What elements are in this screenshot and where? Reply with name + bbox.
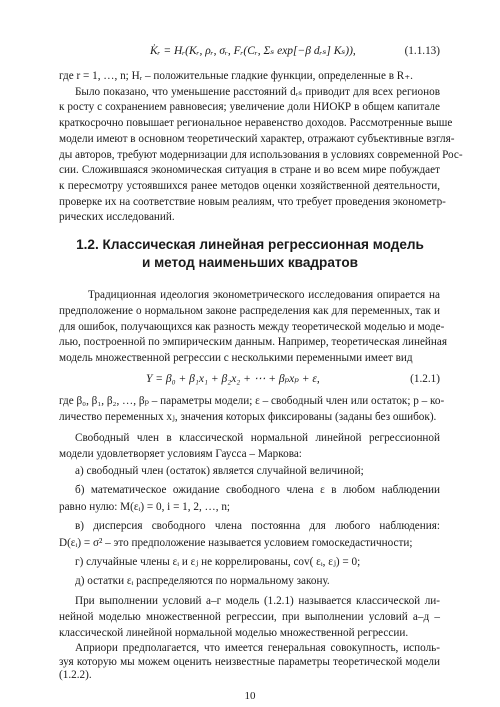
intro-line-9: проверке их на соответствие новым реалиям, что требует проведения эконометр- <box>59 196 446 208</box>
equation-number-1-1-13: (1.1.13) <box>404 45 440 57</box>
para4-line-3: классической линейной нормальной моделью множественной регрессии. <box>59 627 409 639</box>
para1-line-4: лью, построенной по эмпирическим данным. Например, теоретическая линейная <box>59 336 448 348</box>
condition-b-cont: равно нулю: M(εᵢ) = 0, i = 1, 2, …, n; <box>59 501 231 513</box>
section-title-line-2: и метод наименьших квадратов <box>141 255 359 270</box>
para1-line-1: Традиционная идеология эконометрического исследования опирается на <box>88 289 440 301</box>
condition-c-cont: D(εᵢ) = σ² – это предположение называется условием гомоскедастичности; <box>59 537 413 549</box>
intro-line-1: где r = 1, …, n; Hᵣ – положительные гладкие функции, определенные в R₊. <box>59 70 413 82</box>
condition-b: б) математическое ожидание свободного члена ε в любом наблюдении <box>75 484 440 496</box>
para1-line-5: модель множественной регрессии с несколькими переменными имеет вид <box>59 352 413 364</box>
equation-number-1-2-1: (1.2.1) <box>410 373 440 385</box>
condition-d: г) случайные члены εᵢ и εⱼ не коррелированы, cov( εᵢ, εⱼ) = 0; <box>75 556 361 568</box>
para5-line-3: (1.2.2). <box>59 669 92 681</box>
intro-line-5: модели имеют в основном теоретический характер, отражают субъективные взгля- <box>59 133 455 145</box>
intro-line-2: Было показано, что уменьшение расстояний dᵣₛ приводит для всех регионов <box>75 86 440 98</box>
section-title-line-1: 1.2. Классическая линейная регрессионная модель <box>76 237 424 252</box>
intro-line-10: рических исследований. <box>59 211 175 223</box>
para4-line-2: нейной моделью множественной регрессии, при выполнении условий а–д – <box>59 611 440 623</box>
para1-line-3: для ошибок, получающихся как разность между теоретической моделью и моде- <box>59 321 445 333</box>
para4-line-1: При выполнении условий а–г модель (1.2.1) называется классической ли- <box>75 595 440 607</box>
equation-1-1-13: K̇ᵣ = Hᵣ(Kᵣ, ρᵣ, σᵣ, Fᵣ(Cᵣ, Σₛ exp[−β dᵣₛ] Kₛ)), <box>150 45 356 57</box>
condition-c: в) дисперсия свободного члена постоянна для любого наблюдения: <box>75 520 440 532</box>
condition-a: а) свободный член (остаток) является случайной величиной; <box>75 465 364 477</box>
intro-line-8: к пересмотру устоявшихся ранее методов оценки хозяйственной деятельности, <box>59 180 440 192</box>
para3-line-2: модели удовлетворяет условиям Гаусса – Маркова: <box>59 448 302 460</box>
page-number: 10 <box>244 690 256 702</box>
intro-line-4: краткосрочно повышает региональное неравенство доходов. Рассмотренные выше <box>59 117 453 129</box>
para5-line-2: зуя которую мы можем оценить неизвестные параметры теоретической модели <box>59 656 440 668</box>
para5-line-1: Априори предполагается, что имеется генеральная совокупность, исполь- <box>75 642 440 654</box>
intro-line-6: ды авторов, требуют модернизации для использования в условиях современной Рос- <box>59 149 463 161</box>
equation-1-2-1: Y = β₀ + β₁x₁ + β₂x₂ + ⋯ + βₚxₚ + ε, <box>146 373 320 385</box>
para2-line-2: личество переменных xⱼ, значения которых фиксированы (заданы без ошибок). <box>59 411 437 423</box>
para2-line-1: где β₀, β₁, β₂, …, βₚ – параметры модели; ε – свободный член или остаток; p – ко- <box>59 395 445 407</box>
para1-line-2: предположение о нормальном законе распределения как для переменных, так и <box>59 305 440 317</box>
intro-line-3: к росту с сохранением равновесия; увеличение доли НИОКР в общем капитале <box>59 101 440 113</box>
para3-line-1: Свободный член в классической нормальной линейной регрессионной <box>75 432 440 444</box>
condition-e: д) остатки εᵢ распределяются по нормальному закону. <box>75 575 330 587</box>
intro-line-7: сии. Сложившаяся экономическая ситуация в стране и во всем мире побуждает <box>59 164 440 176</box>
